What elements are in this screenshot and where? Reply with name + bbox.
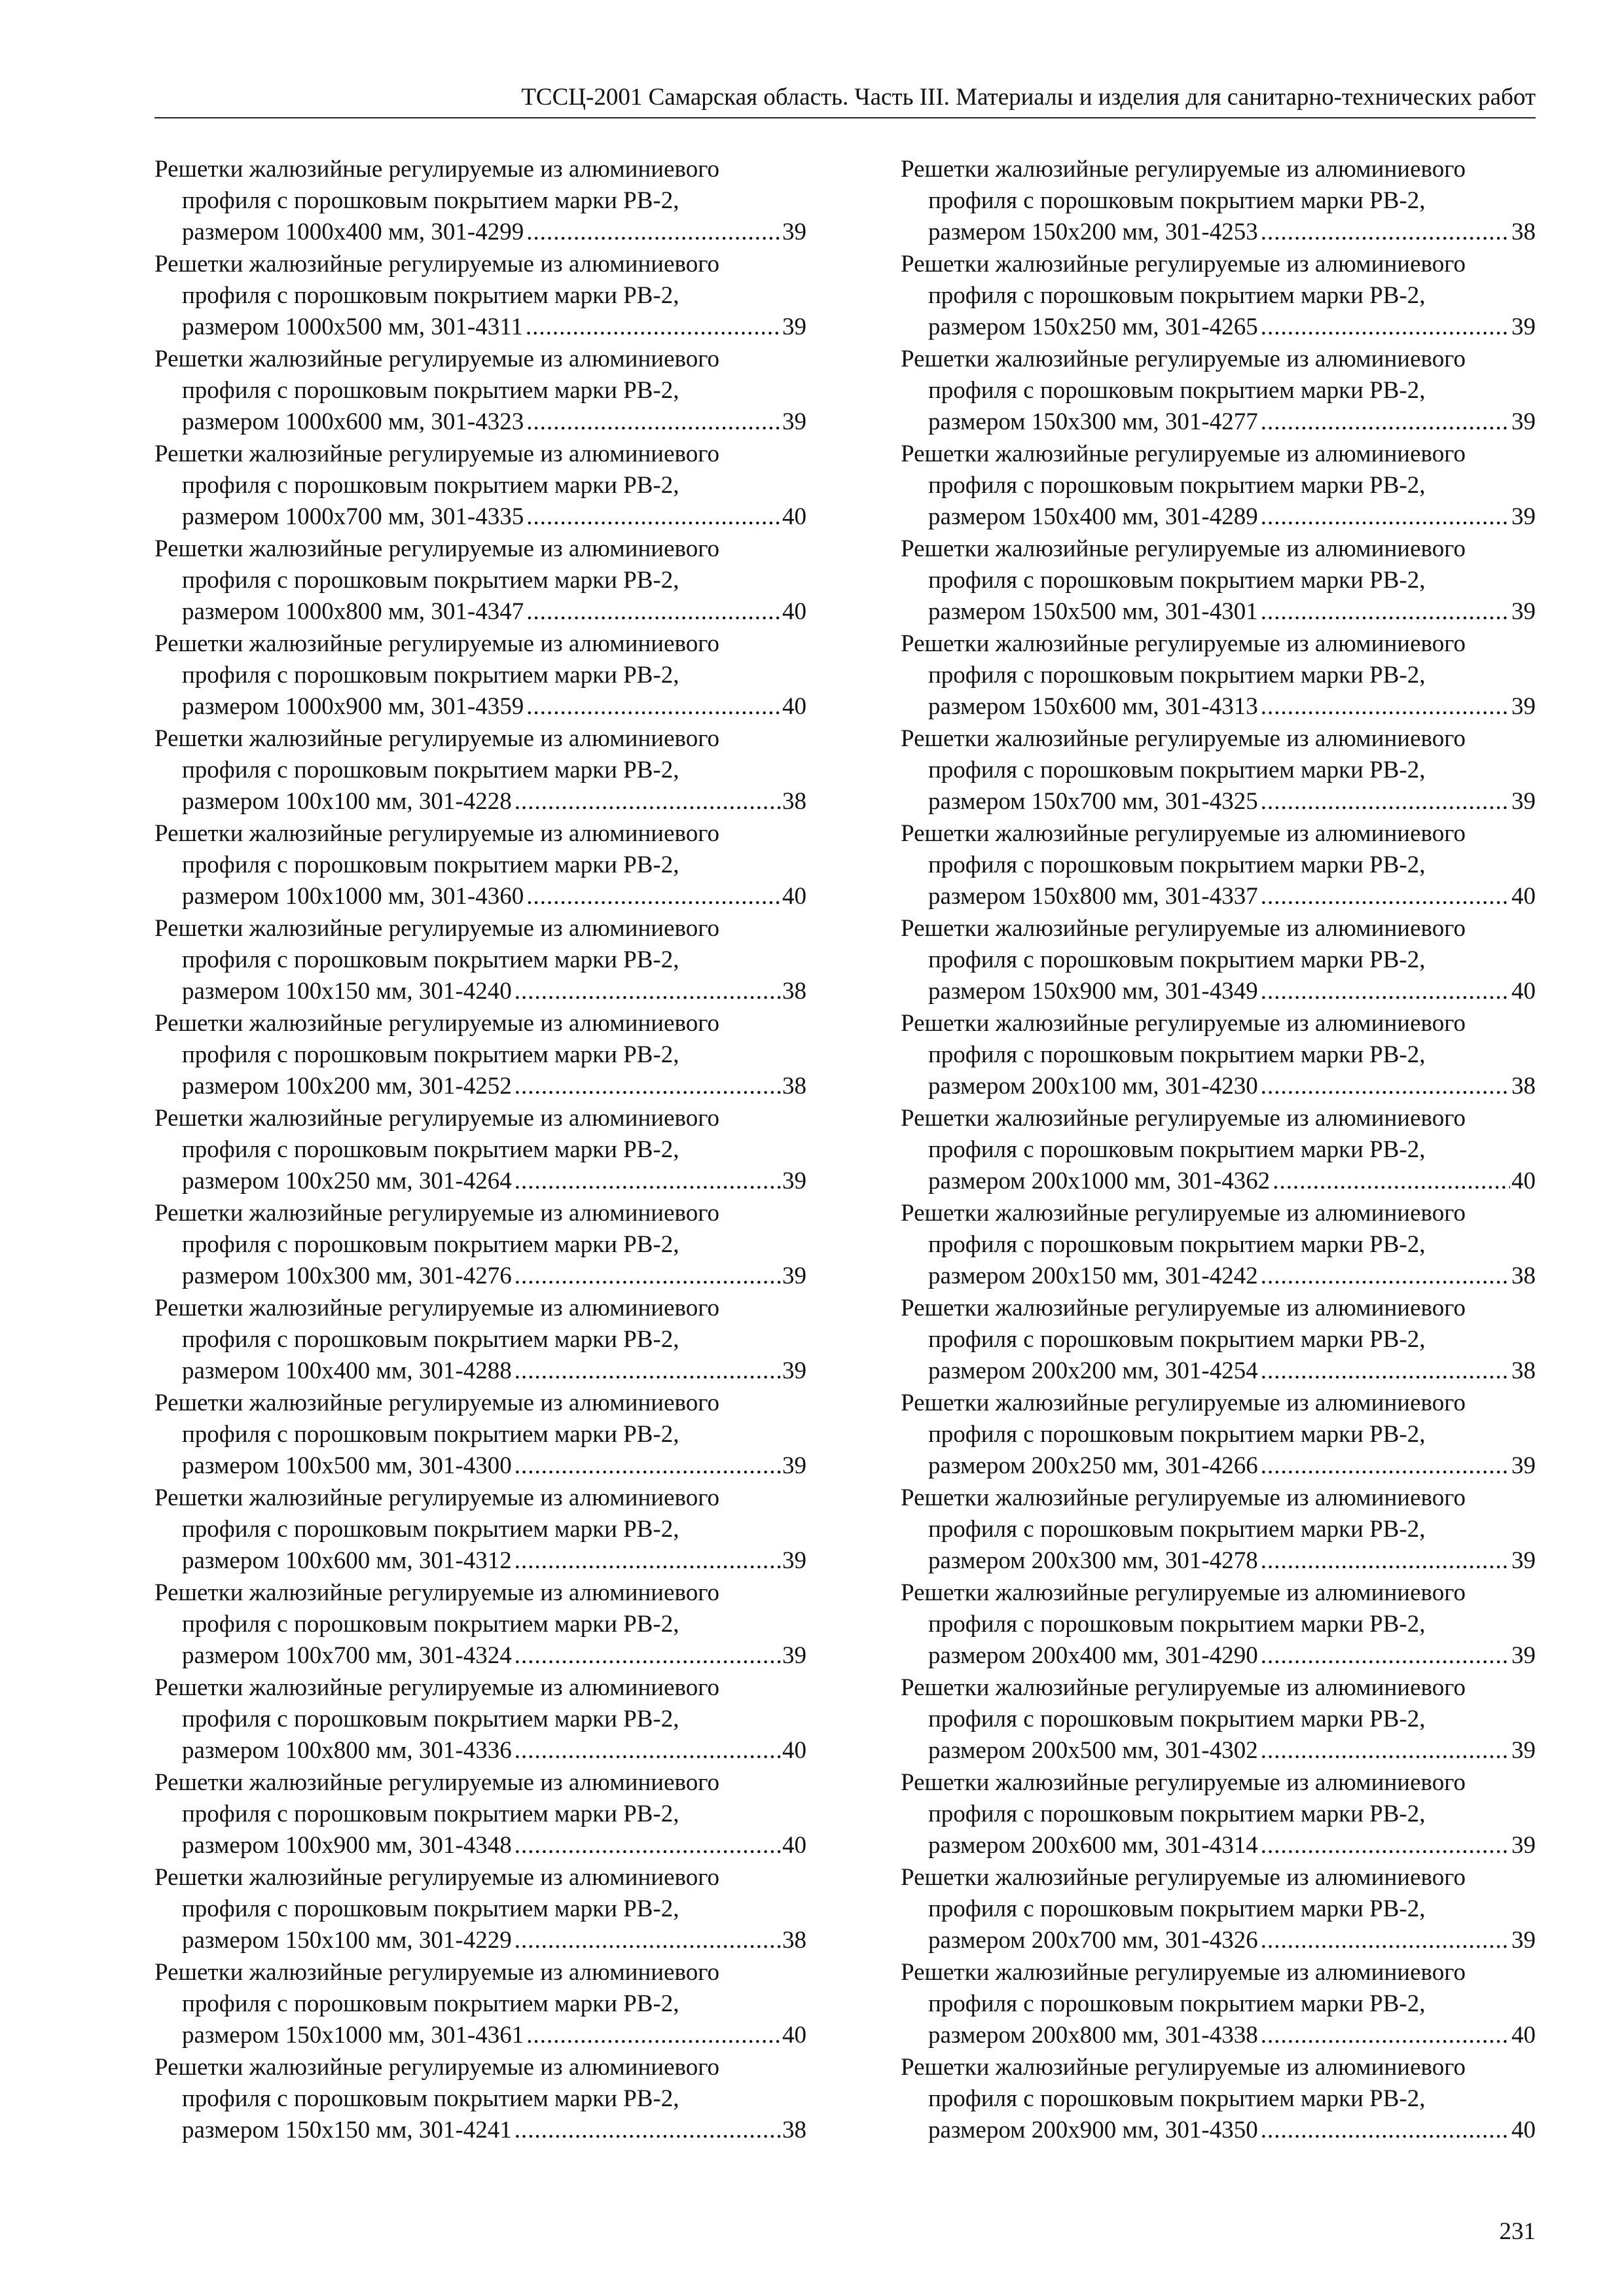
entry-size-code: размером 1000х800 мм, 301-4347	[182, 598, 524, 625]
entry-size-line	[901, 406, 1536, 438]
entry-page-ref: 39	[1511, 598, 1536, 625]
dot-leader	[514, 1071, 781, 1102]
index-entry	[901, 1388, 1536, 1482]
entry-size-code: размером 200х500 мм, 301-4302	[928, 1737, 1258, 1764]
index-entry	[154, 1672, 806, 1767]
entry-size-code: размером 200х1000 мм, 301-4362	[928, 1168, 1271, 1194]
dot-leader	[1261, 1071, 1510, 1102]
index-entry	[901, 1482, 1536, 1577]
entry-size-code: размером 200х400 мм, 301-4290	[928, 1642, 1258, 1669]
entry-size-code: размером 200х900 мм, 301-4350	[928, 2117, 1258, 2144]
entry-title-line: Решетки жалюзийные регулируемые из алюминиевого	[154, 1579, 719, 1606]
entry-title-continuation: профиля с порошковым покрытием марки РВ-2,	[928, 472, 1426, 499]
dot-leader	[514, 1545, 781, 1577]
dot-leader	[1261, 217, 1510, 248]
entry-title-line: Решетки жалюзийные регулируемые из алюминиевого	[901, 1864, 1466, 1891]
entry-size-line	[901, 976, 1536, 1007]
entry-size-code: размером 100х700 мм, 301-4324	[182, 1642, 512, 1669]
entry-size-code: размером 100х200 мм, 301-4252	[182, 1073, 512, 1100]
entry-title-line: Решетки жалюзийные регулируемые из алюминиевого	[901, 1390, 1466, 1416]
entry-title-line: Решетки жалюзийные регулируемые из алюминиевого	[901, 251, 1466, 278]
entry-size-code: размером 200х700 мм, 301-4326	[928, 1927, 1258, 1954]
entry-size-code: размером 150х800 мм, 301-4337	[928, 883, 1258, 910]
dot-leader	[1261, 881, 1510, 912]
entry-size-line	[154, 976, 806, 1007]
index-entry	[154, 1862, 806, 1956]
entry-title-continuation: профиля с порошковым покрытием марки РВ-2,	[928, 1136, 1426, 1163]
entry-title-line: Решетки жалюзийные регулируемые из алюминиевого	[901, 346, 1466, 372]
entry-title-continuation: профиля с порошковым покрытием марки РВ-2,	[928, 1041, 1426, 1068]
index-entry	[154, 1293, 806, 1387]
entry-page-ref: 39	[1511, 1547, 1536, 1574]
entry-title-line: Решетки жалюзийные регулируемые из алюминиевого	[901, 1200, 1466, 1227]
dot-leader	[1272, 1166, 1510, 1197]
entry-page-ref: 38	[1511, 1073, 1536, 1100]
dot-leader	[526, 691, 781, 723]
entry-page-ref: 39	[782, 1168, 806, 1194]
entry-size-code: размером 200х100 мм, 301-4230	[928, 1073, 1258, 1100]
entry-size-line	[901, 1071, 1536, 1102]
entry-size-code: размером 1000х700 мм, 301-4335	[182, 503, 524, 530]
entry-size-line	[901, 691, 1536, 723]
entry-size-code: размером 1000х400 мм, 301-4299	[182, 219, 524, 245]
dot-leader	[1261, 1450, 1510, 1482]
entry-size-code: размером 150х100 мм, 301-4229	[182, 1927, 512, 1954]
entry-title-continuation: профиля с порошковым покрытием марки РВ-2,	[928, 567, 1426, 594]
entry-size-code: размером 100х300 мм, 301-4276	[182, 1263, 512, 1289]
header-rule	[154, 117, 1536, 118]
index-entry	[154, 439, 806, 533]
entry-page-ref: 38	[782, 1927, 806, 1954]
entry-title-line: Решетки жалюзийные регулируемые из алюминиевого	[154, 251, 719, 278]
entry-title-line: Решетки жалюзийные регулируемые из алюминиевого	[901, 915, 1466, 942]
index-entry	[901, 1198, 1536, 1292]
index-entry	[154, 723, 806, 817]
entry-page-ref: 39	[1511, 1737, 1536, 1764]
entry-title-continuation: профиля с порошковым покрытием марки РВ-2,	[182, 377, 679, 404]
index-entry	[901, 1008, 1536, 1102]
entry-size-code: размером 150х400 мм, 301-4289	[928, 503, 1258, 530]
index-entry	[154, 913, 806, 1007]
index-entry	[901, 723, 1536, 817]
entry-page-ref: 39	[1511, 1642, 1536, 1669]
entry-title-continuation: профиля с порошковым покрытием марки РВ-2,	[928, 946, 1426, 973]
entry-size-code: размером 150х600 мм, 301-4313	[928, 693, 1258, 720]
entry-page-ref: 40	[782, 883, 806, 910]
entry-title-line: Решетки жалюзийные регулируемые из алюминиевого	[154, 630, 719, 657]
entry-size-code: размером 1000х600 мм, 301-4323	[182, 408, 524, 435]
entry-size-line	[901, 1830, 1536, 1861]
entry-size-line	[901, 312, 1536, 343]
entry-size-code: размером 200х250 мм, 301-4266	[928, 1452, 1258, 1479]
dot-leader	[1261, 691, 1510, 723]
entry-title-continuation: профиля с порошковым покрытием марки РВ-2,	[182, 1041, 679, 1068]
entry-title-continuation: профиля с порошковым покрытием марки РВ-2,	[928, 1516, 1426, 1543]
entry-page-ref: 40	[782, 598, 806, 625]
entry-size-line	[901, 1166, 1536, 1197]
entry-page-ref: 40	[782, 693, 806, 720]
entry-size-code: размером 200х200 мм, 301-4254	[928, 1357, 1258, 1384]
entry-title-continuation: профиля с порошковым покрытием марки РВ-2,	[182, 1611, 679, 1638]
index-entry	[901, 249, 1536, 343]
entry-title-line: Решетки жалюзийные регулируемые из алюминиевого	[154, 156, 719, 183]
entry-title-line: Решетки жалюзийные регулируемые из алюминиевого	[154, 2054, 719, 2081]
dot-leader	[514, 1166, 781, 1197]
entry-title-line: Решетки жалюзийные регулируемые из алюминиевого	[901, 2054, 1466, 2081]
dot-leader	[1261, 1261, 1510, 1292]
entry-title-line: Решетки жалюзийные регулируемые из алюминиевого	[901, 820, 1466, 847]
dot-leader	[1261, 1545, 1510, 1577]
entry-page-ref: 40	[782, 2022, 806, 2049]
entry-size-code: размером 150х300 мм, 301-4277	[928, 408, 1258, 435]
entry-title-line: Решетки жалюзийные регулируемые из алюминиевого	[154, 1769, 719, 1796]
index-entry	[154, 1767, 806, 1861]
entry-size-code: размером 1000х500 мм, 301-4311	[182, 314, 523, 340]
entry-title-continuation: профиля с порошковым покрытием марки РВ-2,	[928, 662, 1426, 689]
entry-size-line	[154, 691, 806, 723]
dot-leader	[1261, 2020, 1510, 2051]
entry-size-line	[154, 1355, 806, 1387]
entry-size-code: размером 100х800 мм, 301-4336	[182, 1737, 512, 1764]
entry-size-line	[901, 2115, 1536, 2146]
entry-title-line: Решетки жалюзийные регулируемые из алюминиевого	[901, 725, 1466, 752]
entry-page-ref: 39	[782, 1452, 806, 1479]
entry-size-code: размером 150х250 мм, 301-4265	[928, 314, 1258, 340]
entry-size-line	[154, 2020, 806, 2051]
index-entry	[154, 249, 806, 343]
entry-title-continuation: профиля с порошковым покрытием марки РВ-2,	[182, 662, 679, 689]
entry-title-line: Решетки жалюзийные регулируемые из алюминиевого	[154, 1484, 719, 1511]
index-entry	[154, 2052, 806, 2146]
entry-title-continuation: профиля с порошковым покрытием марки РВ-2,	[928, 757, 1426, 783]
index-entry	[901, 1293, 1536, 1387]
entry-page-ref: 39	[1511, 1452, 1536, 1479]
entry-title-continuation: профиля с порошковым покрытием марки РВ-2,	[182, 187, 679, 214]
entry-title-line: Решетки жалюзийные регулируемые из алюминиевого	[901, 156, 1466, 183]
entry-title-continuation: профиля с порошковым покрытием марки РВ-2,	[928, 852, 1426, 878]
entry-size-line	[154, 1830, 806, 1861]
entry-page-ref: 39	[782, 1642, 806, 1669]
entry-title-continuation: профиля с порошковым покрытием марки РВ-2,	[182, 852, 679, 878]
entry-title-line: Решетки жалюзийные регулируемые из алюминиевого	[154, 1390, 719, 1416]
entry-page-ref: 39	[1511, 408, 1536, 435]
entry-page-ref: 39	[782, 408, 806, 435]
index-column-left	[154, 154, 806, 2147]
index-entry	[154, 1577, 806, 1672]
index-entry	[901, 1672, 1536, 1767]
entry-size-code: размером 100х900 мм, 301-4348	[182, 1832, 512, 1859]
entry-page-ref: 38	[782, 1073, 806, 1100]
index-entry	[901, 1957, 1536, 2051]
entry-size-line	[154, 1071, 806, 1102]
entry-size-line	[901, 1450, 1536, 1482]
dot-leader	[514, 1925, 781, 1956]
entry-title-line: Решетки жалюзийные регулируемые из алюминиевого	[901, 1484, 1466, 1511]
entry-size-line	[154, 312, 806, 343]
entry-title-continuation: профиля с порошковым покрытием марки РВ-2,	[182, 1990, 679, 2017]
entry-size-line	[154, 406, 806, 438]
index-entry	[901, 1767, 1536, 1861]
entry-size-line	[154, 786, 806, 817]
dot-leader	[514, 1261, 781, 1292]
dot-leader	[514, 1640, 781, 1672]
entry-size-line	[901, 786, 1536, 817]
entry-size-line	[154, 1261, 806, 1292]
entry-title-continuation: профиля с порошковым покрытием марки РВ-2,	[182, 1801, 679, 1827]
entry-title-continuation: профиля с порошковым покрытием марки РВ-2,	[928, 1801, 1426, 1827]
entry-size-line	[154, 501, 806, 533]
index-entry	[901, 818, 1536, 912]
entry-title-line: Решетки жалюзийные регулируемые из алюминиевого	[901, 1295, 1466, 1321]
entry-title-continuation: профиля с порошковым покрытием марки РВ-2,	[928, 1611, 1426, 1638]
entry-size-line	[154, 1450, 806, 1482]
entry-size-code: размером 150х200 мм, 301-4253	[928, 219, 1258, 245]
index-entry	[901, 344, 1536, 438]
entry-size-line	[901, 1545, 1536, 1577]
entry-page-ref: 39	[782, 1547, 806, 1574]
entry-title-line: Решетки жалюзийные регулируемые из алюминиевого	[154, 915, 719, 942]
entry-page-ref: 39	[1511, 314, 1536, 340]
index-entry	[154, 1198, 806, 1292]
entry-title-continuation: профиля с порошковым покрытием марки РВ-2,	[182, 1231, 679, 1258]
entry-size-line	[154, 1925, 806, 1956]
entry-title-continuation: профиля с порошковым покрытием марки РВ-2,	[182, 1516, 679, 1543]
index-entry	[154, 628, 806, 723]
entry-size-line	[154, 2115, 806, 2146]
entry-size-line	[154, 1545, 806, 1577]
index-entry	[154, 818, 806, 912]
entry-title-line: Решетки жалюзийные регулируемые из алюминиевого	[154, 1864, 719, 1891]
index-entry	[154, 1482, 806, 1577]
entry-size-code: размером 150х150 мм, 301-4241	[182, 2117, 512, 2144]
entry-page-ref: 38	[1511, 1357, 1536, 1384]
entry-title-line: Решетки жалюзийные регулируемые из алюминиевого	[901, 1769, 1466, 1796]
page-number: 231	[1499, 2218, 1536, 2245]
entry-size-line	[901, 596, 1536, 628]
entry-size-code: размером 100х250 мм, 301-4264	[182, 1168, 512, 1194]
index-column-right	[901, 154, 1536, 2147]
entry-title-continuation: профиля с порошковым покрытием марки РВ-2,	[182, 472, 679, 499]
entry-title-continuation: профиля с порошковым покрытием марки РВ-2,	[182, 1421, 679, 1448]
dot-leader	[1261, 1735, 1510, 1767]
entry-size-line	[901, 1925, 1536, 1956]
entry-size-code: размером 1000х900 мм, 301-4359	[182, 693, 524, 720]
entry-size-code: размером 100х400 мм, 301-4288	[182, 1357, 512, 1384]
dot-leader	[1261, 976, 1510, 1007]
entry-title-line: Решетки жалюзийные регулируемые из алюминиевого	[154, 1674, 719, 1701]
dot-leader	[514, 976, 781, 1007]
dot-leader	[526, 217, 781, 248]
index-entry	[154, 533, 806, 628]
entry-page-ref: 39	[1511, 1927, 1536, 1954]
entry-size-line	[154, 596, 806, 628]
entry-title-line: Решетки жалюзийные регулируемые из алюминиевого	[901, 1010, 1466, 1037]
dot-leader	[526, 2020, 781, 2051]
entry-size-line	[901, 881, 1536, 912]
entry-title-continuation: профиля с порошковым покрытием марки РВ-2,	[928, 2085, 1426, 2112]
entry-size-code: размером 200х300 мм, 301-4278	[928, 1547, 1258, 1574]
entry-size-code: размером 100х100 мм, 301-4228	[182, 788, 512, 815]
entry-size-line	[154, 881, 806, 912]
dot-leader	[1261, 312, 1510, 343]
index-entry	[154, 1008, 806, 1102]
entry-size-line	[901, 1355, 1536, 1387]
entry-title-line: Решетки жалюзийные регулируемые из алюминиевого	[901, 630, 1466, 657]
index-entry	[901, 154, 1536, 248]
index-entry	[154, 1103, 806, 1197]
entry-size-line	[901, 217, 1536, 248]
index-entry	[901, 1862, 1536, 1956]
dot-leader	[514, 1450, 781, 1482]
entry-title-continuation: профиля с порошковым покрытием марки РВ-2,	[928, 1326, 1426, 1353]
entry-page-ref: 39	[1511, 788, 1536, 815]
dot-leader	[526, 501, 781, 533]
entry-title-line: Решетки жалюзийные регулируемые из алюминиевого	[154, 1959, 719, 1986]
entry-title-line: Решетки жалюзийные регулируемые из алюминиевого	[154, 820, 719, 847]
entry-page-ref: 38	[1511, 219, 1536, 245]
entry-title-continuation: профиля с порошковым покрытием марки РВ-2,	[928, 1706, 1426, 1732]
entry-title-line: Решетки жалюзийные регулируемые из алюминиевого	[901, 1579, 1466, 1606]
entry-page-ref: 39	[782, 314, 806, 340]
entry-title-continuation: профиля с порошковым покрытием марки РВ-2,	[182, 1326, 679, 1353]
dot-leader	[526, 596, 781, 628]
entry-size-code: размером 200х600 мм, 301-4314	[928, 1832, 1258, 1859]
index-entry	[901, 1577, 1536, 1672]
entry-size-code: размером 150х1000 мм, 301-4361	[182, 2022, 524, 2049]
dot-leader	[514, 1355, 781, 1387]
entry-page-ref: 40	[1511, 1168, 1536, 1194]
entry-title-continuation: профиля с порошковым покрытием марки РВ-2,	[182, 282, 679, 309]
entry-title-line: Решетки жалюзийные регулируемые из алюминиевого	[901, 1105, 1466, 1132]
index-entry	[901, 533, 1536, 628]
dot-leader	[526, 312, 781, 343]
entry-title-line: Решетки жалюзийные регулируемые из алюминиевого	[154, 725, 719, 752]
entry-page-ref: 39	[1511, 693, 1536, 720]
entry-title-continuation: профиля с порошковым покрытием марки РВ-2,	[182, 757, 679, 783]
entry-title-line: Решетки жалюзийные регулируемые из алюминиевого	[901, 440, 1466, 467]
entry-title-continuation: профиля с порошковым покрытием марки РВ-2,	[928, 377, 1426, 404]
entry-page-ref: 40	[782, 1737, 806, 1764]
entry-title-continuation: профиля с порошковым покрытием марки РВ-2,	[928, 1231, 1426, 1258]
entry-page-ref: 38	[782, 978, 806, 1005]
entry-size-line	[901, 2020, 1536, 2051]
dot-leader	[514, 1830, 781, 1861]
entry-size-code: размером 200х800 мм, 301-4338	[928, 2022, 1258, 2049]
index-entry	[154, 344, 806, 438]
entry-title-continuation: профиля с порошковым покрытием марки РВ-2,	[182, 1706, 679, 1732]
dot-leader	[1261, 1355, 1510, 1387]
entry-page-ref: 40	[782, 1832, 806, 1859]
entry-page-ref: 39	[1511, 1832, 1536, 1859]
dot-leader	[1261, 501, 1510, 533]
index-entry	[901, 913, 1536, 1007]
entry-title-line: Решетки жалюзийные регулируемые из алюминиевого	[901, 1959, 1466, 1986]
entry-size-line	[154, 1166, 806, 1197]
entry-page-ref: 39	[782, 1357, 806, 1384]
entry-size-line	[154, 1735, 806, 1767]
index-entry	[154, 154, 806, 248]
index-entry	[154, 1957, 806, 2051]
entry-title-continuation: профиля с порошковым покрытием марки РВ-2,	[928, 282, 1426, 309]
entry-page-ref: 38	[1511, 1263, 1536, 1289]
entry-title-line: Решетки жалюзийные регулируемые из алюминиевого	[901, 535, 1466, 562]
entry-size-code: размером 100х600 мм, 301-4312	[182, 1547, 512, 1574]
index-entry	[901, 628, 1536, 723]
entry-size-line	[901, 501, 1536, 533]
entry-page-ref: 40	[1511, 2022, 1536, 2049]
dot-leader	[1261, 1830, 1510, 1861]
entry-page-ref: 38	[782, 788, 806, 815]
entry-title-line: Решетки жалюзийные регулируемые из алюминиевого	[154, 1105, 719, 1132]
dot-leader	[1261, 1925, 1510, 1956]
entry-title-continuation: профиля с порошковым покрытием марки РВ-2,	[928, 187, 1426, 214]
dot-leader	[514, 1735, 781, 1767]
dot-leader	[1261, 406, 1510, 438]
entry-page-ref: 40	[782, 503, 806, 530]
entry-size-code: размером 150х500 мм, 301-4301	[928, 598, 1258, 625]
dot-leader	[1261, 786, 1510, 817]
entry-title-continuation: профиля с порошковым покрытием марки РВ-2,	[928, 1990, 1426, 2017]
entry-title-continuation: профиля с порошковым покрытием марки РВ-2,	[182, 1136, 679, 1163]
dot-leader	[526, 406, 781, 438]
dot-leader	[1261, 596, 1510, 628]
index-entry	[154, 1388, 806, 1482]
dot-leader	[1261, 2115, 1510, 2146]
entry-size-code: размером 100х150 мм, 301-4240	[182, 978, 512, 1005]
entry-size-code: размером 150х700 мм, 301-4325	[928, 788, 1258, 815]
entry-title-line: Решетки жалюзийные регулируемые из алюминиевого	[154, 1010, 719, 1037]
entry-page-ref: 40	[1511, 2117, 1536, 2144]
entry-size-line	[154, 1640, 806, 1672]
entry-size-code: размером 100х1000 мм, 301-4360	[182, 883, 524, 910]
entry-title-continuation: профиля с порошковым покрытием марки РВ-2,	[182, 946, 679, 973]
index-entry	[901, 2052, 1536, 2146]
entry-page-ref: 39	[782, 219, 806, 245]
entry-page-ref: 40	[1511, 978, 1536, 1005]
entry-size-code: размером 150х900 мм, 301-4349	[928, 978, 1258, 1005]
entry-title-continuation: профиля с порошковым покрытием марки РВ-2,	[928, 1421, 1426, 1448]
entry-size-code: размером 200х150 мм, 301-4242	[928, 1263, 1258, 1289]
index-entry	[901, 439, 1536, 533]
entry-size-line	[901, 1261, 1536, 1292]
entry-title-line: Решетки жалюзийные регулируемые из алюминиевого	[154, 440, 719, 467]
entry-title-line: Решетки жалюзийные регулируемые из алюминиевого	[154, 1295, 719, 1321]
entry-page-ref: 40	[1511, 883, 1536, 910]
entry-title-line: Решетки жалюзийные регулируемые из алюминиевого	[154, 1200, 719, 1227]
entry-size-code: размером 100х500 мм, 301-4300	[182, 1452, 512, 1479]
dot-leader	[1261, 1640, 1510, 1672]
entry-title-continuation: профиля с порошковым покрытием марки РВ-2,	[182, 2085, 679, 2112]
entry-title-continuation: профиля с порошковым покрытием марки РВ-2,	[928, 1895, 1426, 1922]
entry-page-ref: 39	[1511, 503, 1536, 530]
dot-leader	[526, 881, 781, 912]
entry-title-continuation: профиля с порошковым покрытием марки РВ-2,	[182, 1895, 679, 1922]
running-header: ТССЦ-2001 Самарская область. Часть III. Материалы и изделия для санитарно-технических работ	[521, 84, 1536, 111]
entry-page-ref: 39	[782, 1263, 806, 1289]
entry-size-line	[901, 1640, 1536, 1672]
dot-leader	[514, 786, 781, 817]
entry-title-continuation: профиля с порошковым покрытием марки РВ-2,	[182, 567, 679, 594]
index-entry	[901, 1103, 1536, 1197]
entry-title-line: Решетки жалюзийные регулируемые из алюминиевого	[154, 535, 719, 562]
entry-size-line	[901, 1735, 1536, 1767]
entry-title-line: Решетки жалюзийные регулируемые из алюминиевого	[154, 346, 719, 372]
entry-title-line: Решетки жалюзийные регулируемые из алюминиевого	[901, 1674, 1466, 1701]
entry-page-ref: 38	[782, 2117, 806, 2144]
entry-size-line	[154, 217, 806, 248]
dot-leader	[514, 2115, 781, 2146]
